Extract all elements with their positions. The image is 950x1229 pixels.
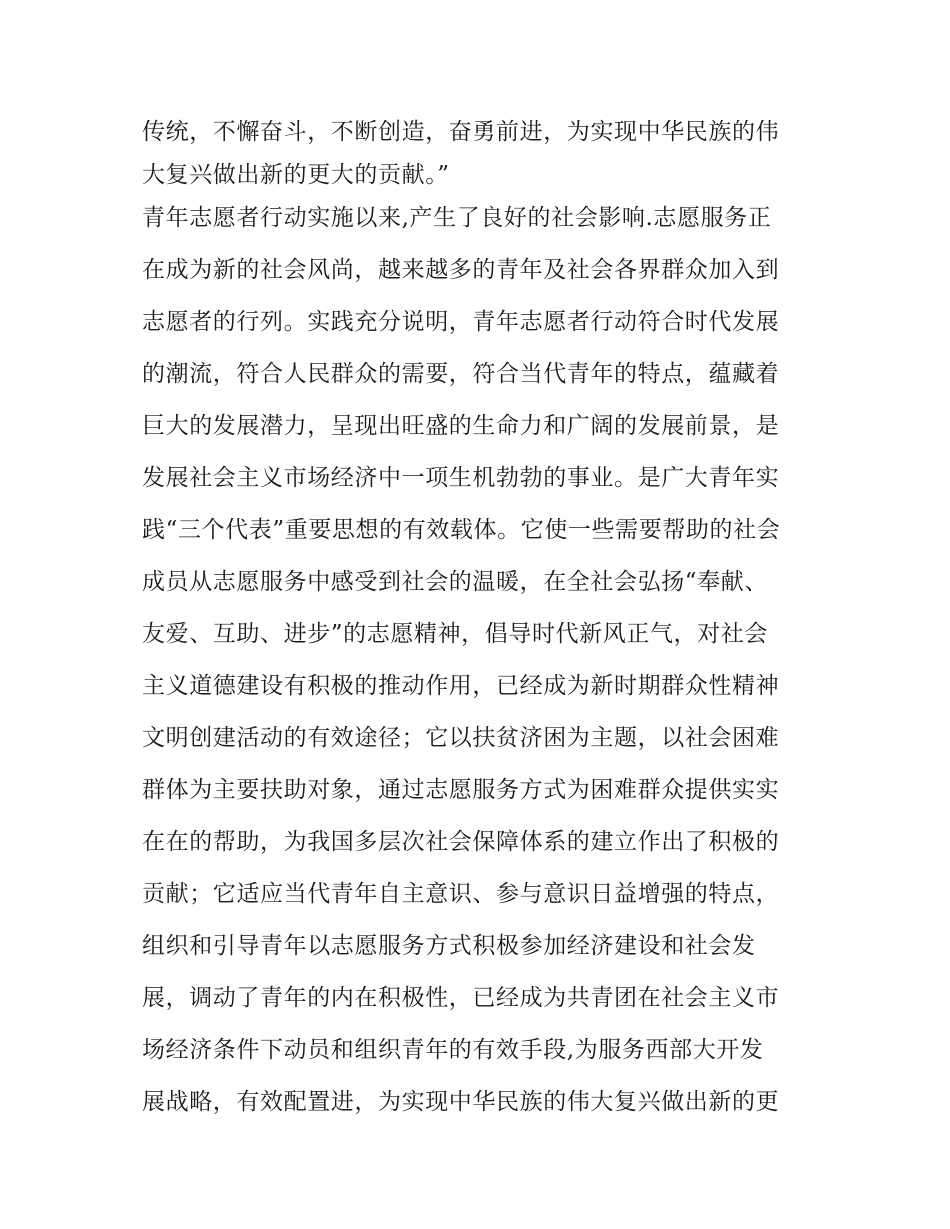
text-line: 发展社会主义市场经济中一项生机勃勃的事业。是广大青年实: [142, 465, 780, 491]
text-line: 成员从志愿服务中感受到社会的温暖，在全社会弘扬“奉献、: [142, 569, 768, 595]
text-line: 传统，不懈奋斗，不断创造，奋勇前进，为实现中华民族的伟: [142, 119, 780, 145]
text-line: 青年志愿者行动实施以来,产生了良好的社会影响.志愿服务正: [142, 205, 772, 231]
text-line: 在在的帮助，为我国多层次社会保障体系的建立作出了积极的: [142, 829, 780, 855]
text-line: 文明创建活动的有效途径；它以扶贫济困为主题，以社会困难: [142, 725, 780, 751]
text-line: 场经济条件下动员和组织青年的有效手段,为服务西部大开发: [142, 1037, 764, 1063]
text-line: 的潮流，符合人民群众的需要，符合当代青年的特点，蕴藏着: [142, 361, 780, 387]
text-line: 展战略，有效配置进，为实现中华民族的伟大复兴做出新的更: [142, 1089, 780, 1115]
text-line: 大复兴做出新的更大的贡献。”: [142, 162, 450, 188]
text-line: 在成为新的社会风尚，越来越多的青年及社会各界群众加入到: [142, 257, 780, 283]
text-line: 展，调动了青年的内在积极性，已经成为共青团在社会主义市: [142, 985, 780, 1011]
text-line: 巨大的发展潜力，呈现出旺盛的生命力和广阔的发展前景，是: [142, 413, 780, 439]
body-text: [142, 106, 822, 1128]
text-line: 主义道德建设有积极的推动作用，已经成为新时期群众性精神: [142, 673, 780, 699]
text-line: 志愿者的行列。实践充分说明，青年志愿者行动符合时代发展: [142, 309, 780, 335]
text-line: 贡献；它适应当代青年自主意识、参与意识日益增强的特点，: [142, 881, 780, 907]
text-line: 友爱、互助、进步”的志愿精神，倡导时代新风正气，对社会: [142, 621, 768, 647]
text-line: 群体为主要扶助对象，通过志愿服务方式为困难群众提供实实: [142, 777, 780, 803]
text-line: 组织和引导青年以志愿服务方式积极参加经济建设和社会发: [142, 933, 756, 959]
text-line: 践“三个代表”重要思想的有效载体。它使一些需要帮助的社会: [142, 517, 781, 543]
